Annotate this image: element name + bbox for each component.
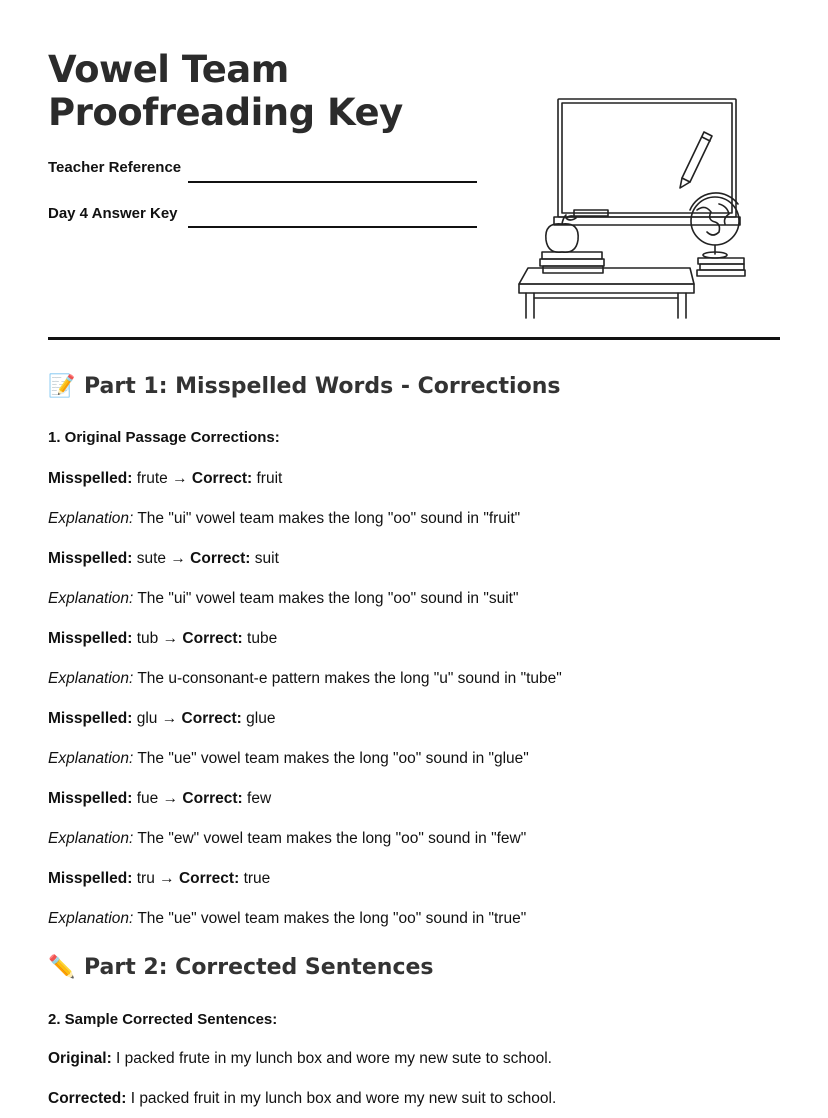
correct-word: few: [247, 790, 272, 807]
explanation-row: [48, 830, 526, 848]
teacher-reference-label: Teacher Reference: [48, 159, 182, 176]
misspelled-word: tru: [136, 870, 155, 887]
explanation-row: [48, 910, 526, 928]
part1-heading-text: Part 1: Misspelled Words - Corrections: [84, 374, 561, 399]
part2-heading-text: Part 2: Corrected Sentences: [84, 955, 434, 980]
arrow: →: [170, 550, 186, 567]
misspelled-label: Misspelled:: [48, 790, 133, 807]
section-divider: [48, 337, 780, 340]
misspelled-word: tub: [136, 630, 159, 647]
corrected-text: I packed fruit in my lunch box and wore my new suit to school.: [130, 1090, 557, 1107]
explanation-label: Explanation:: [48, 510, 134, 527]
desk-icon: [519, 268, 694, 318]
explanation-text: The "ew" vowel team makes the long "oo" sound in "few": [137, 830, 527, 847]
explanation-text: The "ue" vowel team makes the long "oo" sound in "true": [137, 910, 527, 927]
part1-subheading: 1. Original Passage Corrections:: [48, 429, 280, 446]
misspelled-word: frute: [136, 470, 168, 487]
misspelled-label: Misspelled:: [48, 710, 133, 727]
chalkboard-icon: [554, 99, 740, 225]
correction-row: [48, 870, 270, 888]
original-sentence: [48, 1050, 552, 1068]
correction-row: [48, 630, 277, 648]
correct-label: Correct:: [182, 630, 243, 647]
explanation-text: The "ui" vowel team makes the long "oo" sound in "fruit": [137, 510, 521, 527]
memo-icon: 📝: [48, 374, 76, 399]
arrow: →: [172, 470, 188, 487]
correct-word: suit: [254, 550, 279, 567]
correct-word: tube: [247, 630, 278, 647]
part2-heading: [48, 955, 434, 980]
title-line-2: Proofreading Key: [48, 91, 403, 134]
correct-label: Correct:: [190, 550, 251, 567]
original-label: Original:: [48, 1050, 112, 1067]
correct-word: true: [243, 870, 271, 887]
correct-word: glue: [246, 710, 276, 727]
explanation-label: Explanation:: [48, 830, 134, 847]
pencil-drawing-icon: [680, 132, 712, 188]
apple-books-icon: [540, 215, 604, 273]
arrow: →: [161, 710, 178, 727]
title-line-1: Vowel Team: [48, 48, 289, 91]
correct-label: Correct:: [181, 710, 242, 727]
correct-label: Correct:: [191, 470, 253, 487]
correction-row: [48, 550, 279, 568]
arrow: →: [159, 870, 175, 887]
misspelled-word: fue: [136, 790, 159, 807]
misspelled-label: Misspelled:: [48, 630, 133, 647]
correction-row: [48, 790, 271, 808]
explanation-row: [48, 750, 529, 768]
explanation-label: Explanation:: [48, 670, 134, 687]
part1-heading: [48, 374, 560, 399]
answer-key-label: Day 4 Answer Key: [48, 205, 178, 222]
misspelled-word: glu: [136, 710, 158, 727]
original-text: I packed frute in my lunch box and wore my new sute to school.: [116, 1050, 552, 1067]
answer-key-line: [188, 226, 477, 228]
corrected-sentence: [48, 1090, 556, 1108]
explanation-label: Explanation:: [48, 590, 134, 607]
part2-subheading: 2. Sample Corrected Sentences:: [48, 1011, 278, 1028]
correction-row: [48, 710, 275, 728]
correct-word: fruit: [256, 470, 283, 487]
correct-label: Correct:: [178, 870, 240, 887]
misspelled-word: sute: [136, 550, 167, 567]
correction-row: [48, 470, 282, 488]
pencil-icon: ✏️: [48, 955, 76, 980]
explanation-label: Explanation:: [48, 750, 134, 767]
explanation-text: The "ui" vowel team makes the long "oo" sound in "suit": [137, 590, 519, 607]
teacher-reference-line: [188, 181, 477, 183]
misspelled-label: Misspelled:: [48, 550, 133, 567]
explanation-row: [48, 510, 520, 528]
explanation-row: [48, 590, 518, 608]
correct-label: Correct:: [182, 790, 243, 807]
arrow: →: [162, 630, 179, 647]
classroom-illustration: [514, 92, 754, 324]
misspelled-label: Misspelled:: [48, 870, 133, 887]
corrected-label: Corrected:: [48, 1090, 127, 1107]
explanation-text: The u-consonant-e pattern makes the long "u" sound in "tube": [137, 670, 562, 687]
arrow: →: [162, 790, 179, 807]
explanation-label: Explanation:: [48, 910, 134, 927]
explanation-text: The "ue" vowel team makes the long "oo" sound in "glue": [137, 750, 529, 767]
explanation-row: [48, 670, 562, 688]
page-title: [48, 48, 403, 134]
misspelled-label: Misspelled:: [48, 470, 133, 487]
